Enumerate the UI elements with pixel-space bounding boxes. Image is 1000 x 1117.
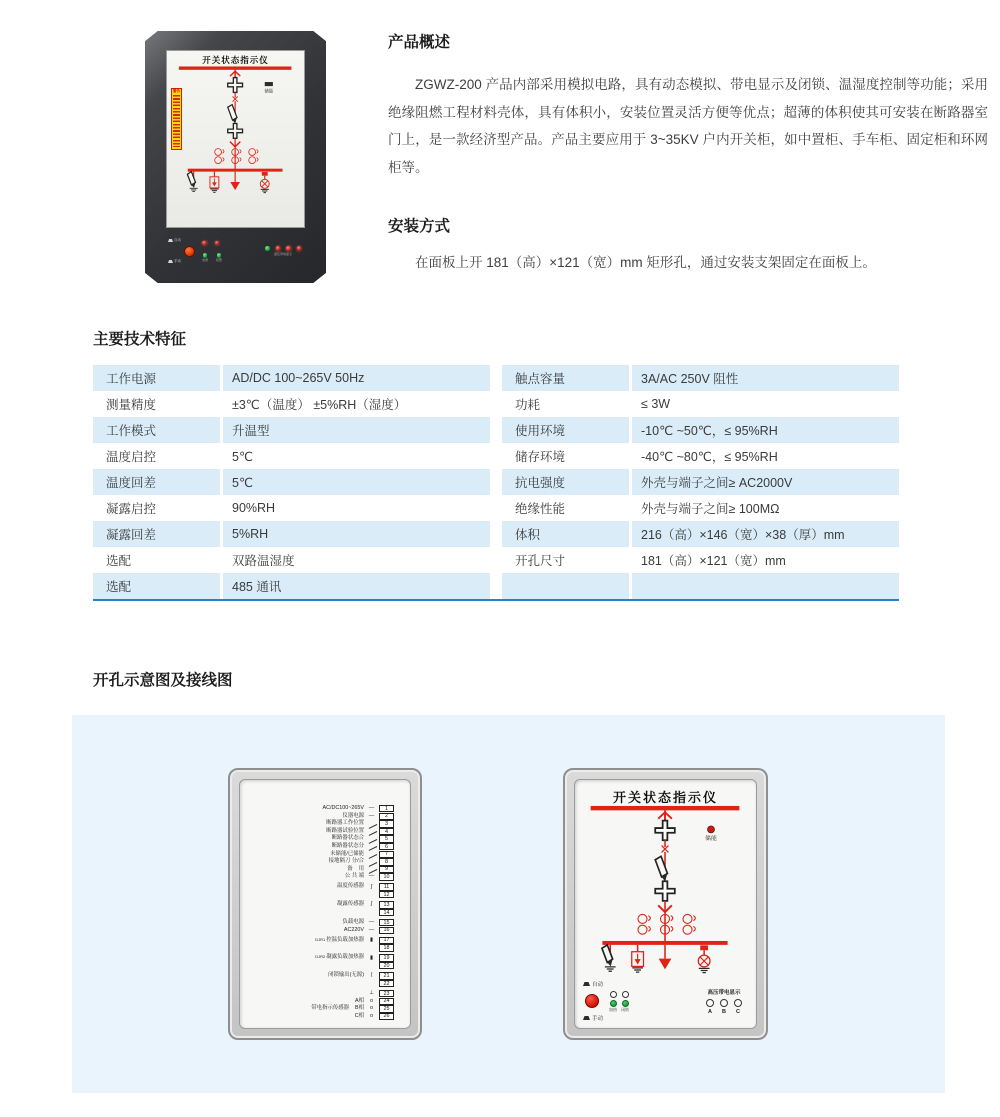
- spec-label: 工作电源: [93, 365, 220, 391]
- terminal-label: 负载电源: [342, 918, 364, 925]
- spec-row-left-3: [93, 417, 490, 443]
- terminal-tag: DJR2: [315, 954, 326, 960]
- terminal-row-5: [248, 835, 394, 843]
- spec-value: 外壳与端子之间≥ AC2000V: [632, 469, 899, 495]
- terminal-connector-icon: o: [369, 1012, 374, 1019]
- spec-row-right-7: [502, 521, 899, 547]
- led-red-icon: [286, 246, 291, 251]
- spec-row-left-2: [93, 391, 490, 417]
- terminal-row-25: [248, 1005, 394, 1013]
- indicator-column: [609, 991, 617, 1012]
- diagram-panel: [72, 715, 945, 1093]
- manual-mode-icon: [583, 1016, 590, 1020]
- spec-value: 485 通讯: [223, 573, 490, 599]
- terminal-row-14: [248, 909, 394, 917]
- spec-value: ≤ 3W: [641, 397, 671, 411]
- spec-label: 凝露启控: [106, 502, 157, 516]
- hv-phase-label: A: [708, 1008, 712, 1015]
- spec-row-right-5: [502, 469, 899, 495]
- spec-label: 工作模式: [93, 417, 220, 443]
- energy-led-icon: [707, 826, 714, 833]
- terminal-connector-icon: ▮: [369, 954, 374, 961]
- spec-value: -40℃ ~80℃，≤ 95%RH: [641, 450, 778, 464]
- spec-value: 216（高）×146（宽）×38（厚）mm: [632, 521, 899, 547]
- terminal-label: 断路器状态合: [331, 835, 364, 842]
- mode-button: [585, 994, 599, 1008]
- spec-label: 功耗: [515, 398, 541, 412]
- hv-display-title: 高压带电显示: [707, 989, 741, 996]
- spec-value: 双路温湿度: [232, 554, 295, 568]
- terminal-number: 7: [379, 851, 394, 858]
- terminal-row-11: [248, 883, 394, 891]
- warning-sticker: [171, 88, 182, 150]
- spec-row-right-1: [502, 365, 899, 391]
- terminal-label: C相: [354, 1012, 364, 1019]
- terminal-connector-icon: [366, 851, 377, 858]
- terminal-label: AC/DC100~265V: [322, 805, 364, 812]
- manual-mode-icon: [168, 260, 173, 263]
- spec-label: 温度回差: [93, 469, 220, 495]
- spec-value: 5%RH: [223, 521, 490, 547]
- terminal-number: 13: [379, 901, 394, 908]
- led-green-icon: [217, 253, 222, 258]
- terminal-label: 温度传感器: [337, 883, 364, 890]
- indicator-green-icon: [622, 1000, 629, 1007]
- terminal-number: 20: [379, 962, 394, 969]
- terminal-connector-icon: [366, 891, 377, 898]
- spec-row-right-4: [502, 443, 899, 469]
- terminal-number: 18: [379, 944, 394, 951]
- terminal-number: 14: [379, 909, 394, 916]
- indicator-green-icon: [610, 1000, 617, 1007]
- spec-value: 升温型: [223, 417, 490, 443]
- terminal-list: [248, 805, 394, 1020]
- spec-label: 选配: [106, 554, 132, 568]
- terminal-connector-icon: o: [369, 1005, 374, 1012]
- terminal-connector-icon: —: [368, 805, 375, 812]
- terminal-row-1: [248, 805, 394, 813]
- install-body: 在面板上开 181（高）×121（宽）mm 矩形孔，通过安装支架固定在面板上。: [415, 255, 876, 270]
- terminal-connector-icon: [366, 843, 377, 850]
- back-panel-diagram: [228, 768, 422, 1040]
- terminal-row-16: [248, 926, 394, 934]
- terminal-row-13: [248, 901, 394, 909]
- terminal-row-24: [248, 997, 394, 1005]
- terminal-label: 备 用: [347, 865, 364, 872]
- spec-label: 凝露回差: [93, 521, 220, 547]
- spec-row-right-9: [502, 573, 899, 599]
- terminal-label: 仪器电源: [342, 812, 364, 819]
- front-panel-face: [574, 779, 757, 1029]
- warning-text-lines: [173, 95, 180, 147]
- spec-row-left-5: [93, 469, 490, 495]
- product-photo: [145, 31, 326, 283]
- terminal-connector-icon: ▮: [369, 936, 374, 943]
- terminal-row-12: [248, 891, 394, 899]
- warning-title: 警告: [173, 89, 180, 93]
- spec-value: -10℃ ~50℃，≤ 95%RH: [632, 417, 899, 443]
- overview-body: ZGWZ-200 产品内部采用模拟电路，具有动态模拟、带电显示及闭锁、温湿度控制等功能；采用绝缘阻燃工程材料壳体，具有体积小，安装位置灵活方便等优点；超薄的体积使其可安装在断路器室门上，是一款经济型产品。产品主要应用于 3~35KV 户内开关柜，如中置柜、手车柜、固定柜和环网柜等。: [388, 77, 988, 175]
- front-panel-diagram: [563, 768, 768, 1040]
- terminal-row-7: [248, 850, 394, 858]
- terminal-number: 2: [379, 813, 394, 820]
- terminal-label: 断路器状态分: [331, 842, 364, 849]
- terminal-connector-icon: [366, 858, 377, 865]
- indicator-label: 加热: [609, 1006, 618, 1012]
- terminal-connector-icon: [366, 866, 377, 873]
- spec-label: 温度启控: [106, 450, 157, 464]
- back-panel-face: [239, 779, 411, 1029]
- terminal-connector-icon: —: [368, 926, 375, 933]
- terminal-row-22: [248, 980, 394, 988]
- terminal-label: DJR2凝露负载加热器: [315, 954, 364, 961]
- manual-label: 手动: [592, 1016, 604, 1022]
- spec-label: 选配: [93, 573, 220, 599]
- terminal-connector-icon: [366, 909, 377, 916]
- terminal-row-9: [248, 866, 394, 874]
- terminal-connector-icon: [366, 828, 377, 835]
- terminal-row-4: [248, 828, 394, 836]
- hv-lamp-icon: [706, 999, 714, 1007]
- spec-row-left-9: [93, 573, 490, 599]
- terminal-row-6: [248, 843, 394, 851]
- terminal-row-8: [248, 858, 394, 866]
- terminal-connector-icon: o: [369, 997, 374, 1004]
- auto-label: 自动: [592, 982, 604, 988]
- spec-row-left-4: [93, 443, 490, 469]
- auto-mode-icon: [168, 239, 173, 242]
- terminal-row-2: [248, 813, 394, 821]
- terminal-number: 8: [379, 858, 394, 865]
- spec-label: 测量精度: [106, 398, 157, 412]
- mode-button: [184, 246, 195, 257]
- terminal-row-10: [248, 873, 394, 881]
- energy-label: 储能: [264, 88, 274, 94]
- terminal-connector-icon: —: [368, 873, 375, 880]
- spec-value: ±3℃（温度） ±5%RH（湿度）: [232, 398, 407, 412]
- spec-value: 181（高）×121（宽）mm: [641, 554, 786, 568]
- terminal-number: 4: [379, 828, 394, 835]
- terminal-connector-icon: [366, 836, 377, 843]
- led-green-icon: [203, 253, 208, 258]
- spec-value: [632, 573, 899, 599]
- auto-mode-icon: [583, 982, 590, 986]
- terminal-number: 23: [379, 990, 394, 997]
- spec-label: 抗电强度: [502, 469, 629, 495]
- indicator-white-icon: [610, 991, 617, 998]
- terminal-number: 5: [379, 835, 394, 842]
- terminal-number: 26: [379, 1013, 394, 1020]
- terminal-tag: DJR1: [315, 936, 326, 942]
- spec-row-right-3: [502, 417, 899, 443]
- terminal-number: 25: [379, 1005, 394, 1012]
- terminal-label: DJR1控温负载加热器: [315, 936, 364, 943]
- terminal-connector-icon: ʃ: [370, 883, 373, 890]
- terminal-row-23: [248, 990, 394, 998]
- terminal-number: 6: [379, 843, 394, 850]
- terminal-number: 24: [379, 998, 394, 1005]
- terminal-label: 未储能/已储能: [330, 850, 364, 857]
- spec-label: 体积: [502, 521, 629, 547]
- terminal-label: A相: [355, 997, 364, 1004]
- hv-phase-label: C: [735, 1008, 740, 1015]
- alarm-led-label: 报警: [216, 257, 223, 262]
- spec-label: 使用环境: [502, 417, 629, 443]
- terminal-number: 21: [379, 972, 394, 979]
- front-panel-title: 开关状态指示仪: [612, 790, 718, 805]
- spec-label: 储存环境: [515, 450, 566, 464]
- spec-value: 外壳与端子之间≥ 100MΩ: [641, 502, 780, 516]
- terminal-connector-icon: [366, 962, 377, 969]
- device-screen: [166, 50, 305, 228]
- energy-indicator-icon: [265, 82, 273, 86]
- terminal-number: 15: [379, 919, 394, 926]
- spec-label: 开孔尺寸: [515, 554, 566, 568]
- hv-phase-label: B: [722, 1008, 726, 1015]
- terminal-row-3: [248, 820, 394, 828]
- terminal-connector-icon: [366, 820, 377, 827]
- spec-label: 触点容量: [502, 365, 629, 391]
- terminal-label: AC220V: [343, 926, 364, 933]
- terminal-connector-icon: —: [368, 812, 375, 819]
- table-bottom-border: [93, 599, 899, 601]
- terminal-row-20: [248, 962, 394, 970]
- terminal-number: 17: [379, 937, 394, 944]
- spec-row-left-6: [93, 495, 490, 521]
- tech-spec-table: [93, 365, 899, 599]
- indicator-column: [621, 991, 629, 1012]
- spec-row-right-8: [502, 547, 899, 573]
- spec-value: 5℃: [232, 449, 253, 464]
- front-panel-controls: [583, 978, 748, 1024]
- spec-row-right-6: [502, 495, 899, 521]
- terminal-number: 19: [379, 954, 394, 961]
- terminal-label: 闭锁输出(无源): [328, 972, 364, 979]
- spec-row-left-1: [93, 365, 490, 391]
- terminal-connector-icon: ʃ: [370, 901, 373, 908]
- terminal-connector-icon: (: [370, 972, 373, 979]
- diagram-section-title: 开孔示意图及接线图: [93, 672, 233, 689]
- spec-value: 5℃: [223, 469, 490, 495]
- spec-row-right-2: [502, 391, 899, 417]
- terminal-number: 22: [379, 980, 394, 987]
- led-green-icon: [265, 246, 270, 251]
- terminal-number: 16: [379, 927, 394, 934]
- install-title: 安装方式: [388, 218, 451, 235]
- terminal-label: 凝露传感器: [337, 901, 364, 908]
- spec-row-left-8: [93, 547, 490, 573]
- terminal-label: 断路器试验位置: [326, 827, 364, 834]
- hv-lamp-icon: [734, 999, 742, 1007]
- hv-lamp-icon: [720, 999, 728, 1007]
- terminal-number: 1: [379, 805, 394, 812]
- hv-display-label: 高压带电显示: [273, 251, 292, 256]
- terminal-connector-icon: ⊥: [369, 990, 374, 997]
- auto-label: 自动: [174, 238, 181, 242]
- mimic-diagram: [167, 65, 304, 197]
- spec-value: 3A/AC 250V 阻性: [632, 365, 899, 391]
- terminal-number: 11: [379, 883, 394, 890]
- terminal-row-15: [248, 919, 394, 927]
- terminal-label: 公 共 端: [344, 873, 364, 880]
- hv-lamp-row: [706, 999, 742, 1007]
- terminal-number: 10: [379, 873, 394, 880]
- energy-label: 储能: [705, 836, 717, 843]
- mimic-diagram: [575, 804, 756, 978]
- led-red-icon: [276, 246, 281, 251]
- terminal-connector-icon: [366, 944, 377, 951]
- tech-table-left-half: [93, 365, 490, 599]
- power-led-label: 电源: [202, 257, 209, 262]
- terminal-row-26: [248, 1013, 394, 1021]
- hv-phase-labels: [708, 1009, 740, 1015]
- terminal-number: 9: [379, 866, 394, 873]
- terminal-row-18: [248, 944, 394, 952]
- terminal-row-17: [248, 937, 394, 945]
- terminal-number: 12: [379, 891, 394, 898]
- overview-title: 产品概述: [388, 34, 451, 51]
- spec-value: 90%RH: [232, 501, 276, 515]
- device-screen-title: 开关状态指示仪: [202, 55, 269, 65]
- indicator-white-icon: [622, 991, 629, 998]
- led-red-icon: [297, 246, 302, 251]
- terminal-row-21: [248, 972, 394, 980]
- tech-table-right-half: [502, 365, 899, 599]
- terminal-connector-icon: —: [368, 919, 375, 926]
- device-control-strip: [166, 232, 305, 270]
- terminal-number: 3: [379, 820, 394, 827]
- spec-label: 绝缘性能: [515, 502, 566, 516]
- terminal-row-19: [248, 954, 394, 962]
- spec-row-left-7: [93, 521, 490, 547]
- spec-label: [502, 573, 629, 599]
- indicator-label: 闭锁: [621, 1006, 630, 1012]
- spec-value: AD/DC 100~265V 50Hz: [223, 365, 490, 391]
- manual-label: 手动: [174, 259, 181, 263]
- terminal-label: 断路器工作位置: [326, 820, 364, 827]
- terminal-connector-icon: [366, 980, 377, 987]
- terminal-label: 带电指示传感器 B相: [311, 1005, 364, 1012]
- terminal-label: 接地隔刀 分/合: [328, 858, 364, 865]
- tech-title: 主要技术特征: [93, 331, 187, 348]
